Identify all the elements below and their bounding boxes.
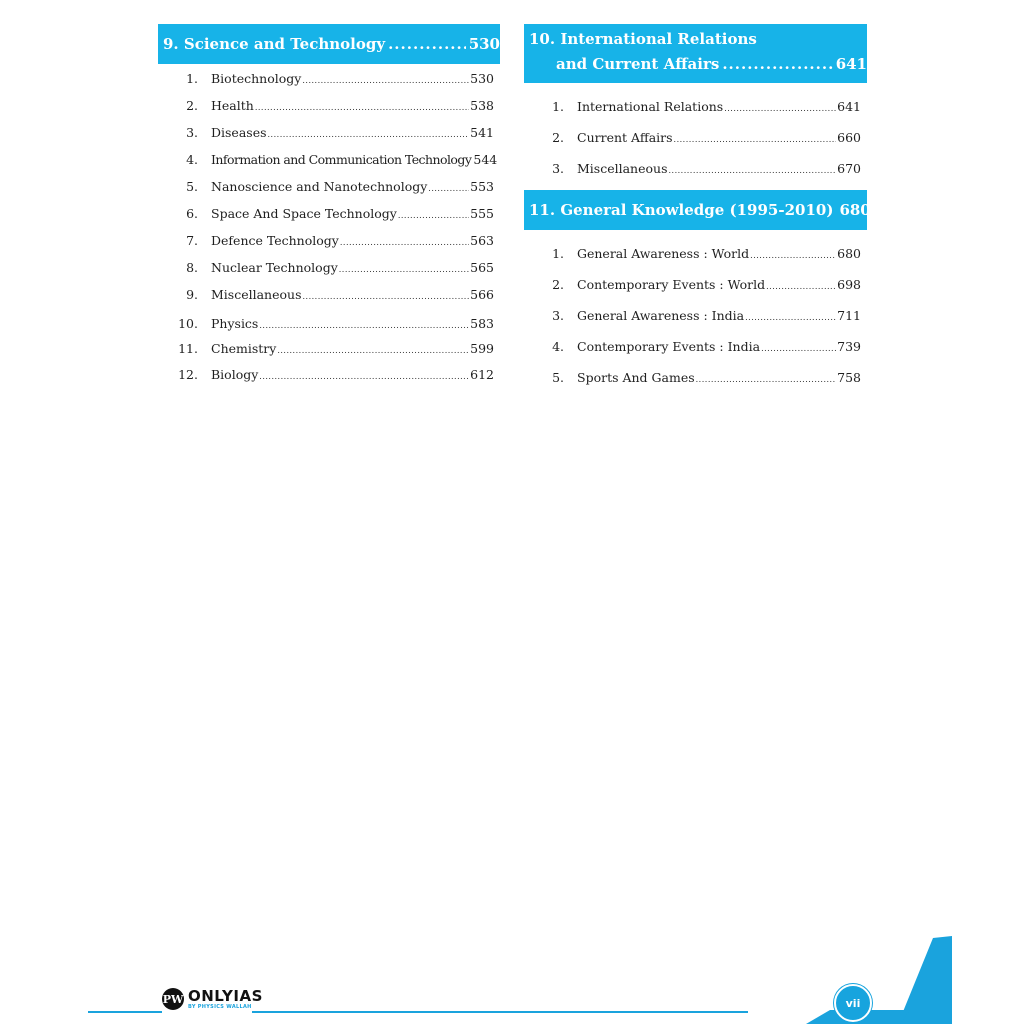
footer-rule-left: [88, 1011, 162, 1013]
section-header-international: [524, 24, 867, 83]
dot-leader: [696, 375, 837, 384]
entry-number: 11.: [178, 341, 198, 356]
entry-number: 8.: [186, 260, 198, 275]
dot-leader: [259, 372, 469, 381]
dot-leader: [259, 321, 469, 330]
section-page: 530: [468, 34, 500, 53]
entry-title: Nuclear Technology: [211, 260, 338, 275]
entry-title: Contemporary Events : India: [577, 339, 761, 354]
corner-decoration-icon: [800, 930, 960, 1024]
dot-leader: [268, 130, 470, 139]
entry-page: 670: [837, 161, 861, 176]
toc-entry[interactable]: [158, 260, 500, 275]
toc-entry[interactable]: [158, 341, 500, 356]
entry-number: 12.: [178, 367, 198, 382]
entry-number: 3.: [552, 308, 564, 323]
logo-wordmark: ONLYIAS: [188, 986, 263, 1005]
footer-rule-right: [252, 1011, 748, 1013]
dot-leader: [428, 184, 469, 193]
entry-page: 566: [470, 287, 494, 302]
toc-entry[interactable]: [158, 287, 500, 302]
dot-leader: [340, 238, 469, 247]
entry-page: 680: [837, 246, 861, 261]
entry-number: 1.: [552, 246, 564, 261]
entry-number: 1.: [186, 71, 198, 86]
entry-page: 612: [470, 367, 494, 382]
toc-entry[interactable]: [524, 370, 867, 385]
entry-number: 2.: [552, 277, 564, 292]
dot-leader: [761, 344, 836, 353]
entry-title: Physics: [211, 316, 259, 331]
entry-title: Space And Space Technology: [211, 206, 397, 221]
entry-page: 553: [470, 179, 494, 194]
entry-title: Contemporary Events : World: [577, 277, 766, 292]
entry-number: 7.: [186, 233, 198, 248]
entry-number: 5.: [552, 370, 564, 385]
entry-title: Defence Technology: [211, 233, 339, 248]
entry-number: 3.: [186, 125, 198, 140]
entry-title: Biotechnology: [211, 71, 302, 86]
entry-title: Miscellaneous: [577, 161, 668, 176]
onlyias-logo: [162, 988, 263, 1010]
entry-number: 10.: [178, 316, 198, 331]
entry-number: 9.: [186, 287, 198, 302]
entry-title: Current Affairs: [577, 130, 673, 145]
dot-leader: [722, 52, 832, 77]
entry-page: 538: [470, 98, 494, 113]
entry-title: General Awareness : India: [577, 308, 745, 323]
dot-leader: [339, 265, 469, 274]
entry-title: Nanoscience and Nanotechnology: [211, 179, 428, 194]
toc-entry[interactable]: [158, 152, 500, 167]
toc-entry[interactable]: [524, 161, 867, 176]
dot-leader: [674, 135, 837, 144]
toc-entry[interactable]: [158, 206, 500, 221]
entry-number: 6.: [186, 206, 198, 221]
entry-title: Information and Communication Technology: [211, 152, 472, 167]
toc-column-left: [158, 24, 500, 382]
entry-number: 4.: [552, 339, 564, 354]
entry-title: Health: [211, 98, 254, 113]
logo-tagline: BY PHYSICS WALLAH: [188, 1003, 252, 1010]
section-page: 641: [835, 55, 867, 73]
toc-entry[interactable]: [524, 339, 867, 354]
toc-entry[interactable]: [158, 179, 500, 194]
section-title-line2: and Current Affairs: [556, 55, 720, 73]
entry-number: 5.: [186, 179, 198, 194]
entry-number: 4.: [186, 152, 198, 167]
entry-number: 2.: [552, 130, 564, 145]
entry-page: 583: [470, 316, 494, 331]
toc-entry[interactable]: [158, 233, 500, 248]
dot-leader: [669, 166, 837, 175]
dot-leader: [277, 346, 469, 355]
entry-number: 3.: [552, 161, 564, 176]
entry-title: Sports And Games: [577, 370, 695, 385]
toc-entry[interactable]: [524, 277, 867, 292]
toc-entry[interactable]: [158, 316, 500, 331]
dot-leader: [745, 313, 836, 322]
toc-entry[interactable]: [524, 246, 867, 261]
dot-leader: [302, 76, 469, 85]
dot-leader: [398, 211, 469, 220]
entry-page: 599: [470, 341, 494, 356]
entry-page: 739: [837, 339, 861, 354]
section-title: 9. Science and Technology: [163, 34, 386, 53]
toc-entry[interactable]: [524, 130, 867, 145]
toc-entry[interactable]: [524, 308, 867, 323]
toc-entry[interactable]: [158, 125, 500, 140]
toc-entry[interactable]: [158, 367, 500, 382]
entry-page: 541: [470, 125, 494, 140]
toc-entry[interactable]: [158, 71, 500, 86]
entry-page: 711: [837, 308, 861, 323]
entry-title: General Awareness : World: [577, 246, 750, 261]
entry-page: 530: [470, 71, 494, 86]
dot-leader: [303, 292, 470, 301]
entry-title: Diseases: [211, 125, 267, 140]
pw-logo-icon: PW: [162, 988, 184, 1010]
entry-page: 660: [837, 130, 861, 145]
entry-number: 1.: [552, 99, 564, 114]
entry-page: 565: [470, 260, 494, 275]
entry-page: 641: [837, 99, 861, 114]
section-page: 680: [839, 200, 871, 219]
dot-leader: [766, 282, 836, 291]
section-title: 11. General Knowledge (1995-2010): [529, 200, 834, 219]
section-title-line1: 10. International Relations: [529, 30, 757, 48]
dot-leader: [724, 104, 836, 113]
section-header-general-knowledge: [524, 190, 871, 230]
entry-title: Miscellaneous: [211, 287, 302, 302]
entry-title: Chemistry: [211, 341, 277, 356]
entry-page: 563: [470, 233, 494, 248]
entry-page: 544: [473, 152, 498, 167]
entry-page: 758: [837, 370, 861, 385]
dot-leader: [255, 103, 469, 112]
entry-title: International Relations: [577, 99, 724, 114]
dot-leader: [750, 251, 836, 260]
entry-page: 698: [837, 277, 861, 292]
page-number-badge: vii: [834, 984, 872, 1022]
entry-number: 2.: [186, 98, 198, 113]
dot-leader: [388, 32, 466, 57]
toc-entry[interactable]: [524, 99, 867, 114]
entry-title: Biology: [211, 367, 259, 382]
toc-entry[interactable]: [158, 98, 500, 113]
entry-page: 555: [470, 206, 494, 221]
section-header-science: [158, 24, 500, 64]
toc-column-right: [524, 24, 871, 385]
